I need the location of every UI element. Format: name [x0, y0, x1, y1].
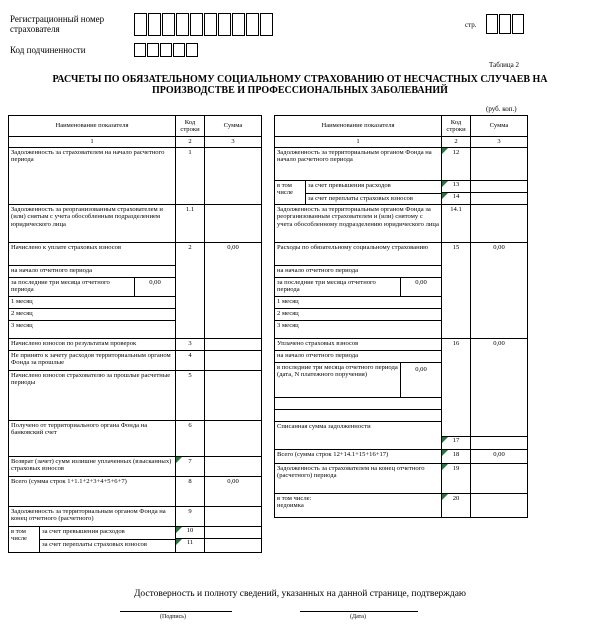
table-row: в том числе за счет превышения расходов за счет переплаты страховых взносов 10 11 — [9, 526, 262, 552]
sum-cell[interactable] — [471, 493, 528, 517]
page-title: РАСЧЕТЫ ПО ОБЯЗАТЕЛЬНОМУ СОЦИАЛЬНОМУ СТРАХОВАНИЮ ОТ НЕСЧАСТНЫХ СЛУЧАЕВ НА ПРОИЗВОДСТВЕ И ПРОФЕССИОНАЛЬНЫХ ЗАБОЛЕВАНИЙ — [52, 74, 548, 96]
signature-caption: (Подпись) — [160, 614, 187, 620]
sum-cell[interactable] — [205, 350, 262, 370]
page-label: стр. — [465, 21, 477, 29]
table-row: Всего (сумма строк 1+1.1+2+3+4+5+6+7) 8 0,00 — [9, 476, 262, 506]
subordination-code-boxes[interactable] — [134, 43, 199, 57]
date-caption: (Дата) — [350, 614, 366, 620]
sum-cell[interactable] — [205, 147, 262, 204]
sum-cell[interactable] — [205, 527, 261, 539]
units-note: (руб. коп.) — [486, 105, 517, 113]
table-row: Задолженность за реорганизованным страхователем и (или) снятым с учета обособленным подразделением юридического лица 1.1 — [9, 204, 262, 242]
table-row: Начислено к уплате страховых взносов на начало отчетного периода за последние три месяца отчетного периода 0,00 1 месяц 2 месяц 3 месяц 2 0,00 — [9, 242, 262, 338]
table-row: в том числе: недоимка 20 — [275, 493, 528, 517]
sum-cell[interactable]: 0,00 — [471, 242, 528, 338]
table-row: Не принято к зачету расходов территориальным органом Фонда за прошлые 4 — [9, 350, 262, 370]
page-number-boxes[interactable] — [486, 14, 525, 34]
left-table: Наименование показателя Код строки Сумма 1 2 3 Задолженность за страхователем на начало расчетного периода 1 Задолженность за реорганизованным страхователем и (или) снятым с учета обособленным подразделением юридического лица 1.1 Начислено к уплате страховых взносов на начало отчетного периода за последние три месяца отчетного периода 0,00 1 месяц 2 месяц 3 месяц 2 0,00 Начислено взносов по результатам проверок 3 Не принято к зачету расходов территориальным органом Фонда за прошлые 4 Начислено взносов страхователю за прошлые расчетные периоды 5 Получено от территориального органа Фонда на банковский счет 6 Возврат (зачет) сумм излишне уплаченных (взысканных) страховых взносов 7 Всего (сумма строк 1+1.1+2+3+4+5+6+7) 8 0,00 Задолженность за территориальным органом Фонда на конец отчетного (расчетного) 9 в том числе за счет превышения расходов за счет переплаты страховых взносов 10 11 — [8, 115, 262, 553]
table-row: Расходы по обязательному социальному страхованию на начало отчетного периода за последние три месяца отчетного периода 0,00 1 месяц 2 месяц 3 месяц 15 0,00 — [275, 242, 528, 338]
table-row: Задолженность за страхователем на конец отчетного (расчетного) периода 19 — [275, 463, 528, 493]
date-line[interactable] — [300, 611, 418, 612]
col-code-header: Код строки — [176, 116, 205, 137]
sum-cell[interactable]: 0,00 — [471, 449, 528, 463]
right-table: Наименование показателя Код строки Сумма 1 2 3 Задолженность за территориальным органом Фонда на начало расчетного периода в том числе за счет превышения расходов за счет переплаты страховых взносов 12 13 14 Задолженность за территориальным органом Фонда за реорганизованным страхователем и (или) снятому с учета обособленному подразделению юридического лица 14.1 Расходы по обязательному социальному страхованию на начало отчетного периода за последние три месяца отчетного периода 0,00 1 месяц 2 месяц 3 месяц 15 0,00 Уплачено страховых взносов на начало отчетного периода в последние три месяца отчетного периода (дата, N платежного поручения) 0,00 Списанная сумма задолженности 16 17 0,00 Всего (сумма строк 12+14.1+15+16+17) 18 0,00 Задолженность за страхователем на конец отчетного (расчетного) периода 19 в том числе: недоимка 20 — [274, 115, 528, 518]
sum-cell[interactable] — [471, 436, 527, 449]
table-number: Таблица 2 — [489, 61, 519, 69]
sum-cell[interactable]: 0,00 — [205, 242, 262, 338]
sum-cell[interactable] — [205, 204, 262, 242]
sum-cell[interactable] — [205, 370, 262, 420]
sum-cell[interactable] — [471, 148, 527, 181]
sum-cell[interactable] — [205, 539, 261, 550]
sum-cell[interactable]: 0,00 — [205, 476, 262, 506]
table-row: Получено от территориального органа Фонда на банковский счет 6 — [9, 420, 262, 456]
signature-line[interactable] — [120, 611, 232, 612]
reg-number-boxes[interactable] — [134, 13, 274, 36]
sum-cell[interactable] — [471, 181, 527, 193]
reg-number-label: Регистрационный номер страхователя — [10, 14, 105, 34]
table-row: Всего (сумма строк 12+14.1+15+16+17) 18 0,00 — [275, 449, 528, 463]
subordination-code-label: Код подчиненности — [10, 45, 86, 55]
table-row: Возврат (зачет) сумм излишне уплаченных (взысканных) страховых взносов 7 — [9, 456, 262, 476]
table-row: Начислено взносов по результатам проверок 3 — [9, 338, 262, 350]
sum-cell[interactable] — [471, 463, 528, 493]
sum-cell[interactable] — [471, 204, 528, 242]
sum-cell[interactable] — [471, 193, 527, 204]
table-row: Задолженность за территориальным органом Фонда на начало расчетного периода в том числе за счет превышения расходов за счет переплаты страховых взносов 12 13 14 — [275, 147, 528, 204]
table-row: Начислено взносов страхователю за прошлые расчетные периоды 5 — [9, 370, 262, 420]
confirmation-text: Достоверность и полноту сведений, указанных на данной странице, подтверждаю — [133, 589, 467, 599]
sum-cell[interactable] — [205, 506, 262, 526]
sum-cell[interactable] — [205, 338, 262, 350]
table-row: Уплачено страховых взносов на начало отчетного периода в последние три месяца отчетного периода (дата, N платежного поручения) 0,00 Списанная сумма задолженности 16 17 0,00 — [275, 338, 528, 449]
table-row: Задолженность за территориальным органом Фонда за реорганизованным страхователем и (или) снятому с учета обособленному подразделению юридического лица 14.1 — [275, 204, 528, 242]
sum-cell[interactable] — [205, 420, 262, 456]
col-name-header: Наименование показателя — [9, 116, 176, 137]
sum-cell[interactable]: 0,00 — [493, 339, 505, 347]
table-row: Задолженность за территориальным органом Фонда на конец отчетного (расчетного) 9 — [9, 506, 262, 526]
col-sum-header: Сумма — [205, 116, 262, 137]
sum-cell[interactable] — [205, 456, 262, 476]
table-row: Задолженность за страхователем на начало расчетного периода 1 — [9, 147, 262, 204]
